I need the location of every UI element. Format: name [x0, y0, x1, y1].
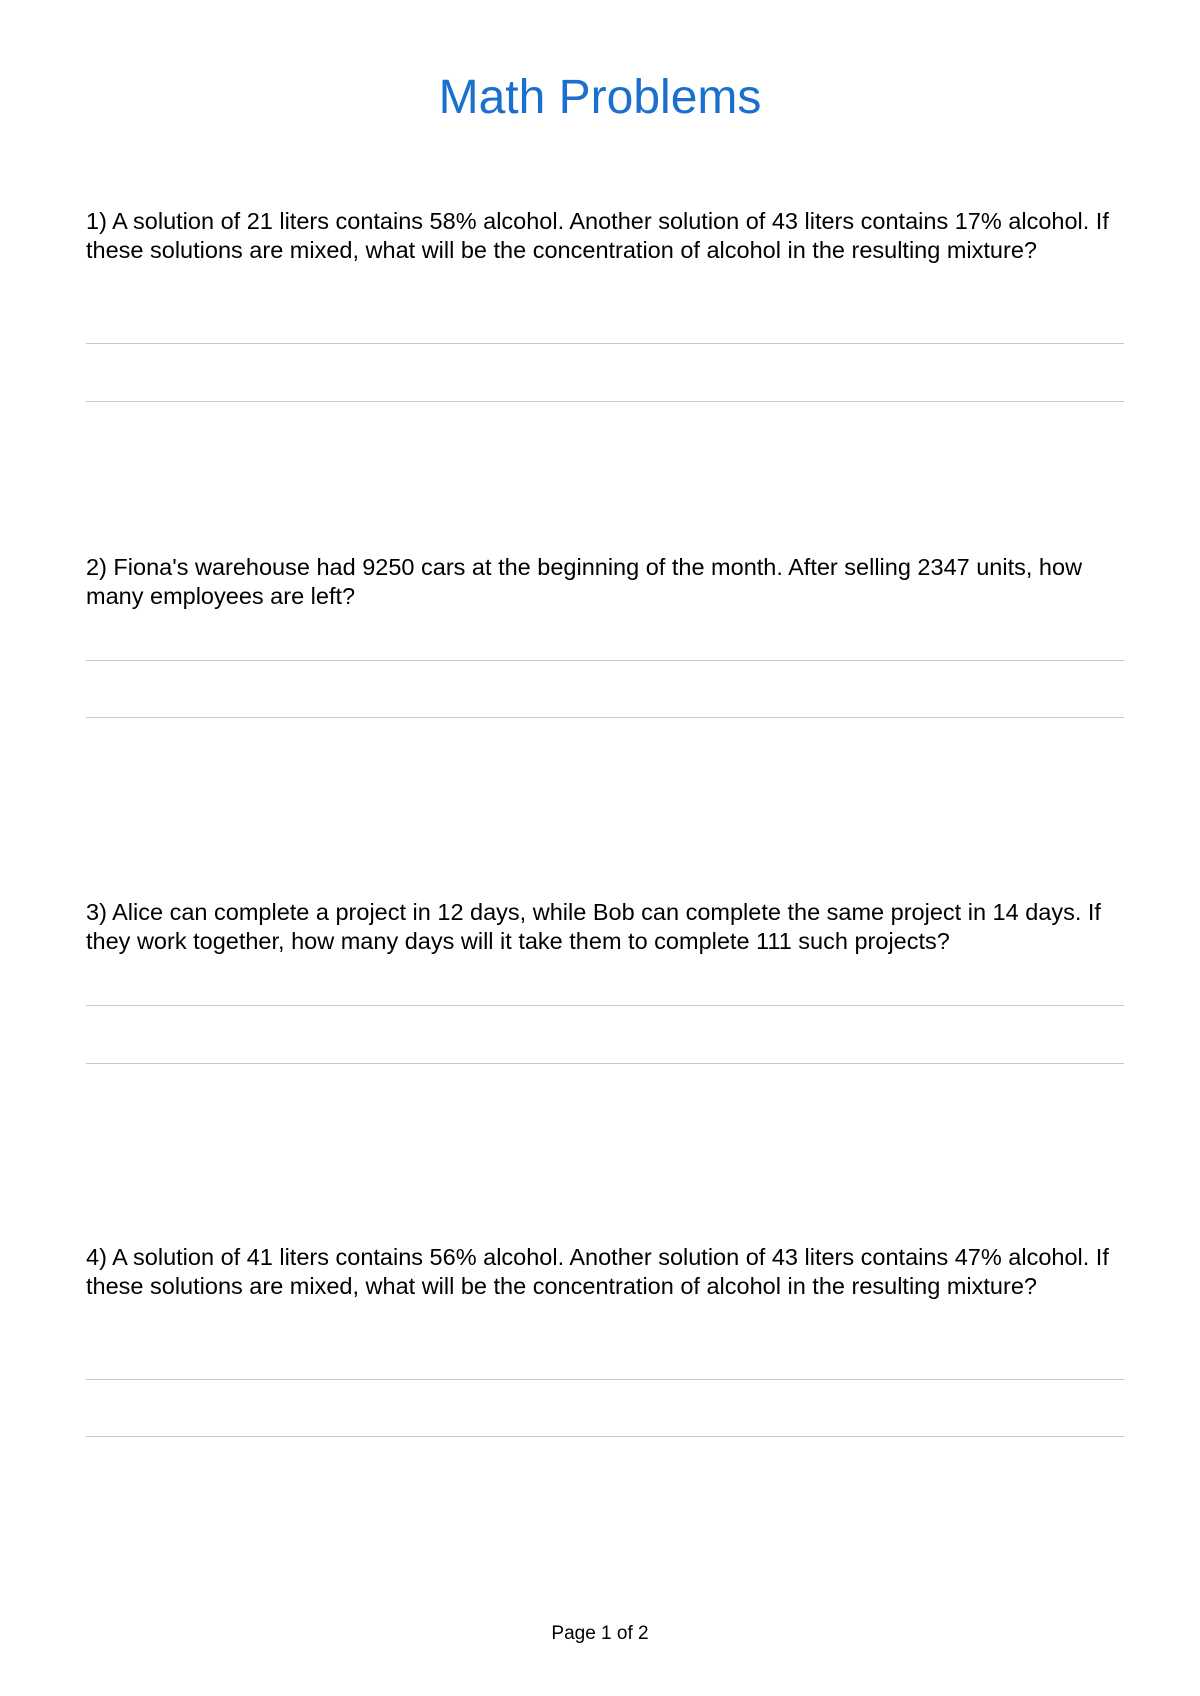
problem-3-text: 3) Alice can complete a project in 12 days, while Bob can complete the same project in 14 days. If they work together, how many days will it take them to complete 111 such projects?	[86, 899, 1101, 954]
problem-4-text: 4) A solution of 41 liters contains 56% alcohol. Another solution of 43 liters contains 47% alcohol. If these solutions are mixed, what will be the concentration of alcohol in the resulting mixture?	[86, 1244, 1109, 1299]
problem-1	[86, 207, 1126, 264]
problem-3	[86, 898, 1126, 955]
problem-1-text: 1) A solution of 21 liters contains 58% alcohol. Another solution of 43 liters contains 17% alcohol. If these solutions are mixed, what will be the concentration of alcohol in the resulting mixture?	[86, 208, 1109, 263]
problem-4-answer-line-1	[86, 1379, 1124, 1380]
problem-3-answer-line-1	[86, 1005, 1124, 1006]
problem-2-answer-line-2	[86, 717, 1124, 718]
problem-1-answer-line-1	[86, 343, 1124, 344]
problem-2-text: 2) Fiona's warehouse had 9250 cars at the beginning of the month. After selling 2347 units, how many employees are left?	[86, 554, 1083, 609]
problem-4	[86, 1243, 1126, 1300]
problem-2-answer-line-1	[86, 660, 1124, 661]
problem-3-answer-line-2	[86, 1063, 1124, 1064]
problem-2	[86, 553, 1126, 610]
problem-4-answer-line-2	[86, 1436, 1124, 1437]
problem-1-answer-line-2	[86, 401, 1124, 402]
page-title: Math Problems	[438, 71, 762, 124]
page-number: Page 1 of 2	[551, 1623, 649, 1644]
